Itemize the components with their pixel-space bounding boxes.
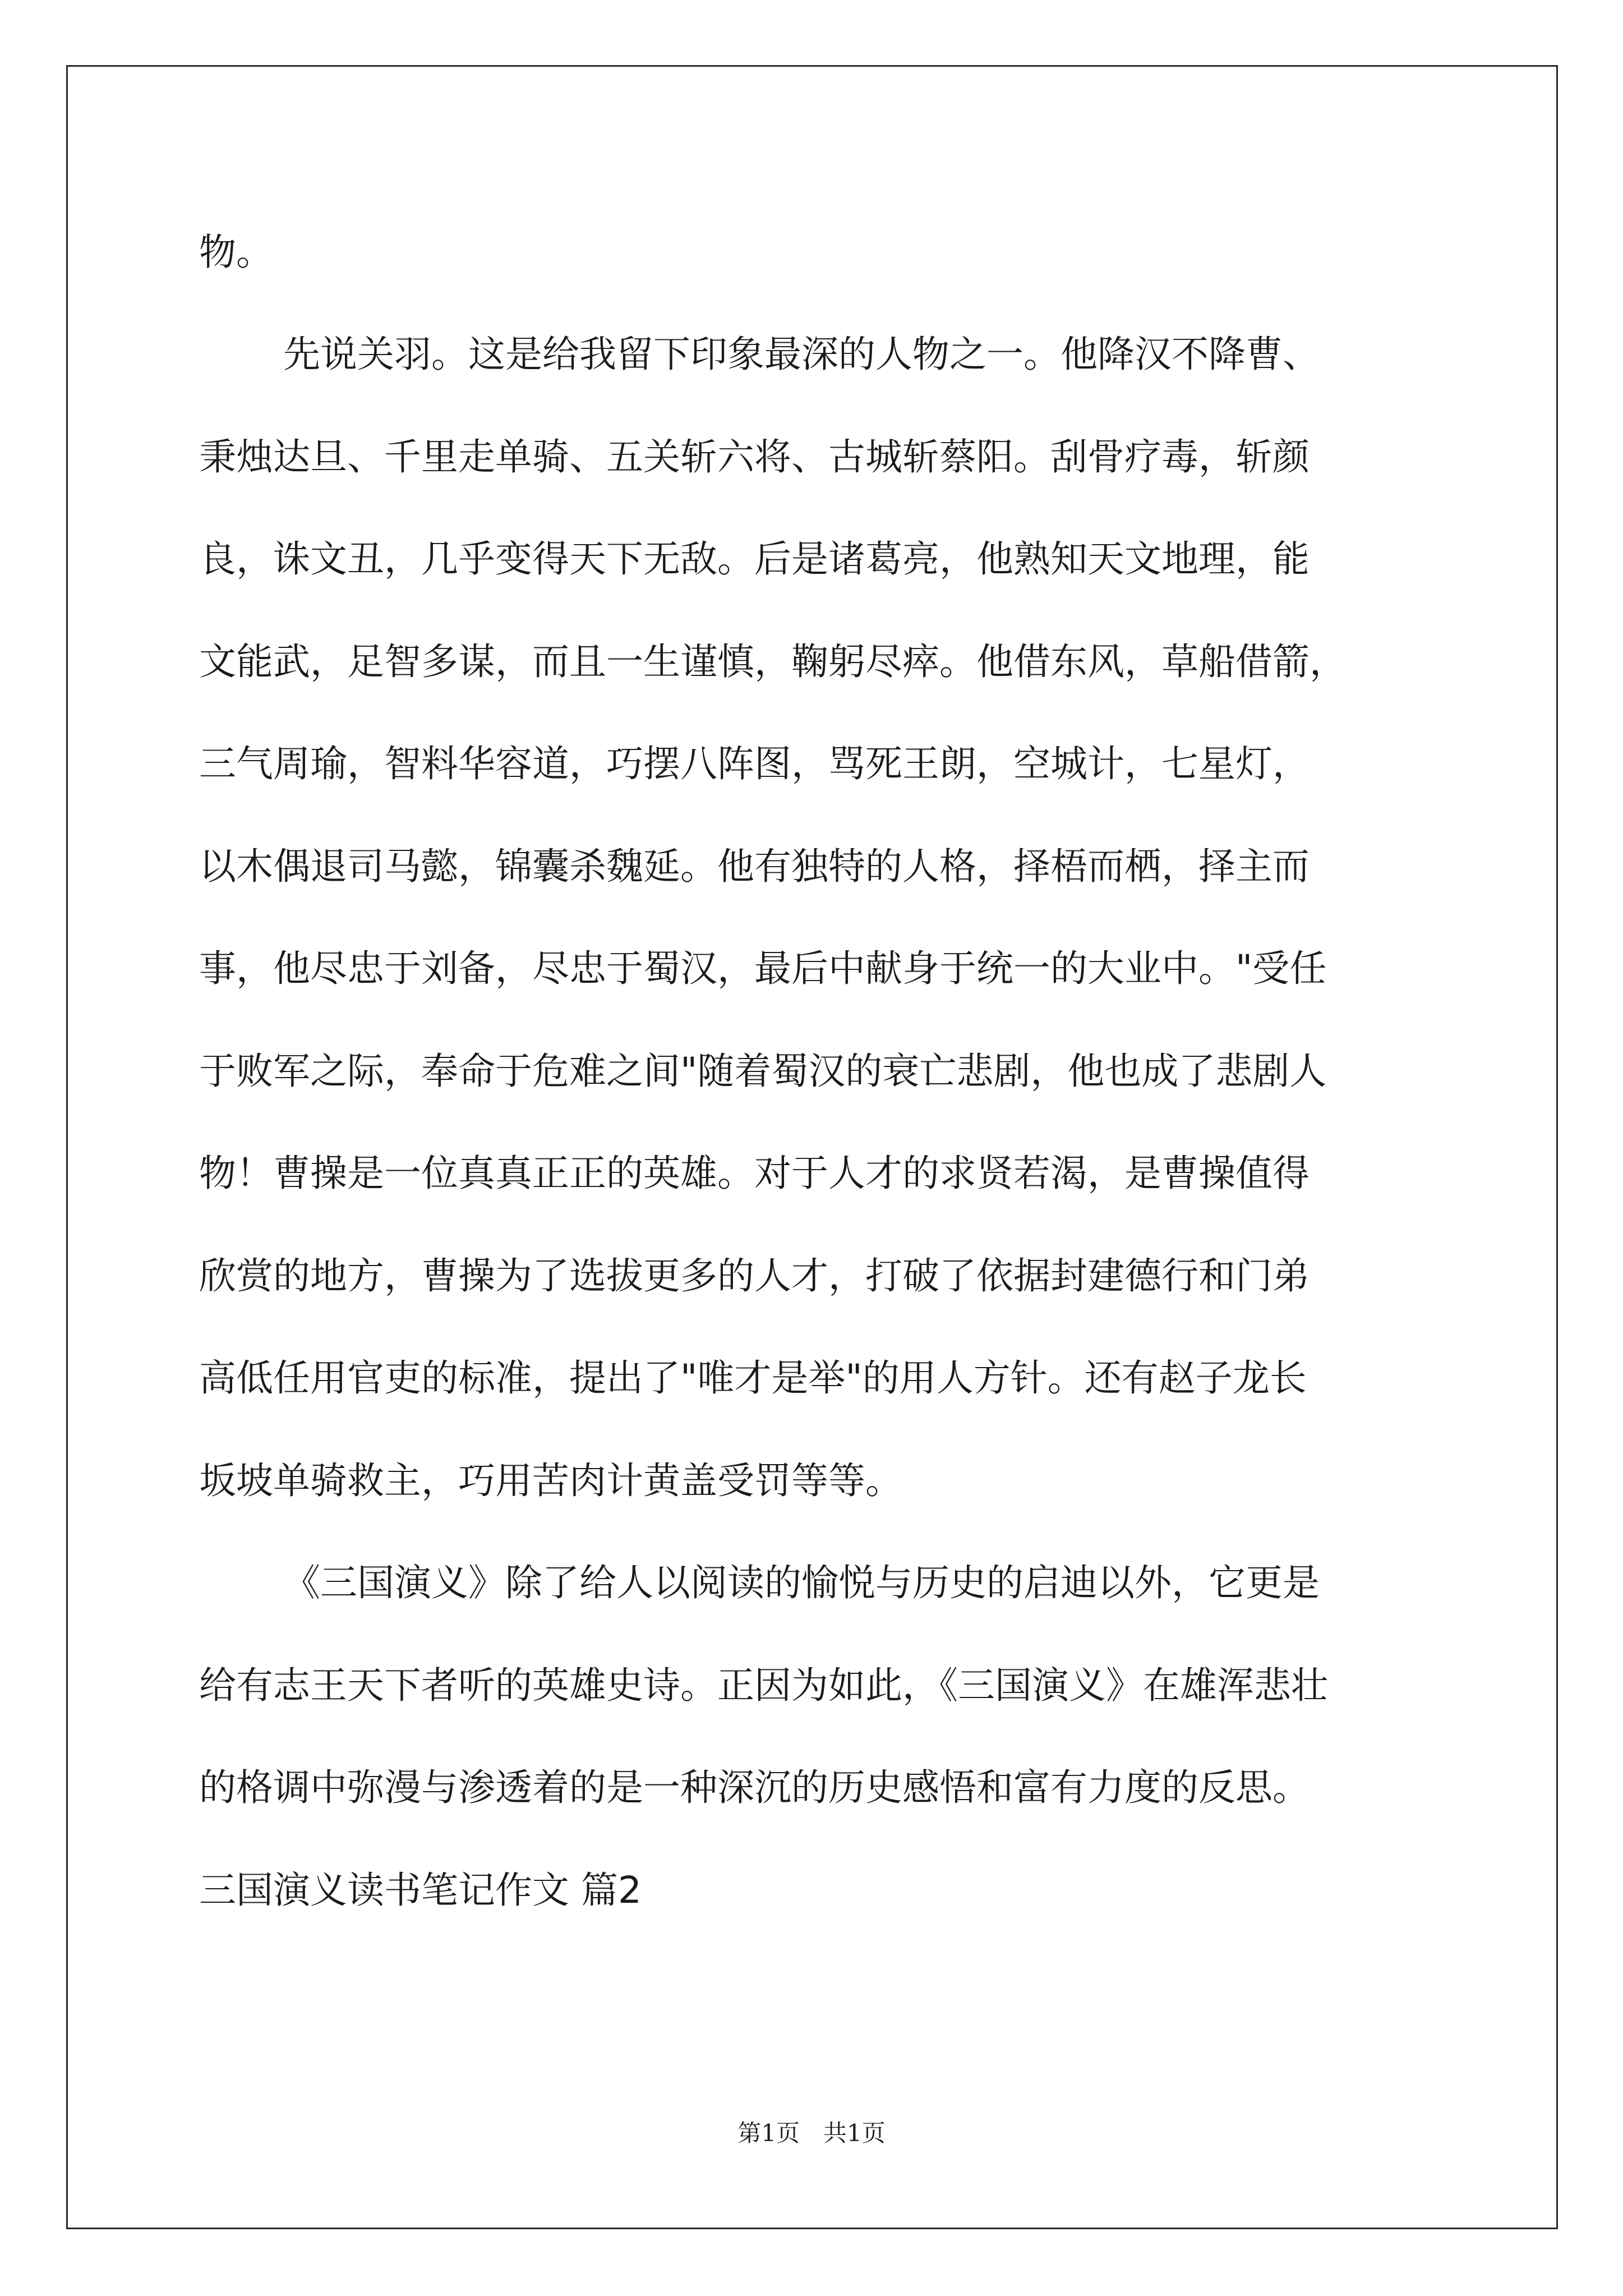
paragraph-line: 高低任用官吏的标准，提出了"唯才是举"的用人方针。还有赵子龙长 xyxy=(199,1356,1307,1400)
paragraph-line: 坂坡单骑救主，巧用苦肉计黄盖受罚等等。 xyxy=(199,1459,902,1502)
paragraph-line: 物！曹操是一位真真正正的英雄。对于人才的求贤若渴，是曹操值得 xyxy=(199,1152,1310,1195)
paragraph-line: 良，诛文丑，几乎变得天下无敌。后是诸葛亮，他熟知天文地理，能 xyxy=(199,537,1310,581)
paragraph-line: 欣赏的地方，曹操为了选拔更多的人才，打破了依据封建德行和门弟 xyxy=(199,1254,1310,1297)
paragraph-line: 以木偶退司马懿，锦囊杀魏延。他有独特的人格，择梧而栖，择主而 xyxy=(199,845,1310,888)
paragraph-line: 《三国演义》除了给人以阅读的愉悦与历史的启迪以外，它更是 xyxy=(283,1561,1320,1604)
paragraph-line: 文能武，足智多谋，而且一生谨慎，鞠躬尽瘁。他借东风，草船借箭， xyxy=(199,640,1347,683)
page-footer: 第1页 共1页 xyxy=(737,2119,886,2147)
paragraph-line: 物。 xyxy=(199,231,273,274)
paragraph-line: 给有志王天下者听的英雄史诗。正因为如此，《三国演义》在雄浑悲壮 xyxy=(199,1664,1328,1707)
paragraph-line: 的格调中弥漫与渗透着的是一种深沉的历史感悟和富有力度的反思。 xyxy=(199,1766,1310,1809)
paragraph-line: 先说关羽。这是给我留下印象最深的人物之一。他降汉不降曹、 xyxy=(283,333,1320,376)
section-heading: 三国演义读书笔记作文 篇2 xyxy=(199,1869,642,1912)
paragraph-line: 事，他尽忠于刘备，尽忠于蜀汉，最后中献身于统一的大业中。"受任 xyxy=(199,947,1327,990)
paragraph-line: 三气周瑜，智料华容道，巧摆八阵图，骂死王朗，空城计，七星灯， xyxy=(199,742,1310,785)
paragraph-line: 于败军之际，奉命于危难之间"随着蜀汉的衰亡悲剧，他也成了悲剧人 xyxy=(199,1050,1327,1093)
paragraph-line: 秉烛达旦、千里走单骑、五关斩六将、古城斩蔡阳。刮骨疗毒，斩颜 xyxy=(199,435,1310,478)
